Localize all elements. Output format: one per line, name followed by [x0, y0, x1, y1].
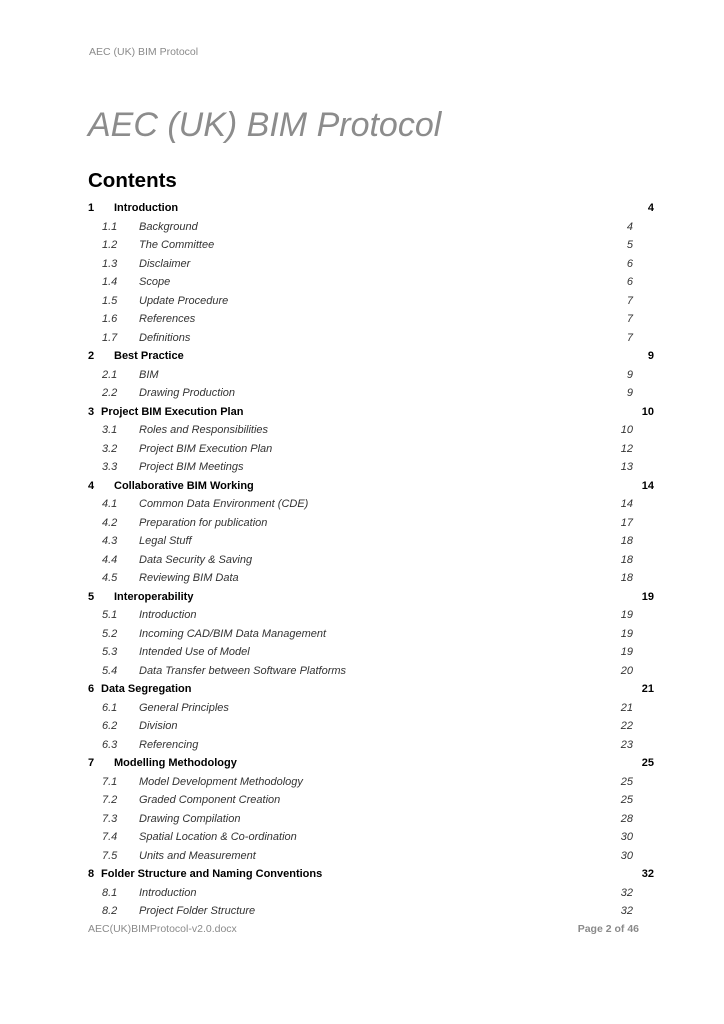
toc-title: Introduction [139, 609, 197, 621]
toc-page: 10 [641, 405, 654, 418]
toc-num: 5.2 [102, 627, 118, 640]
toc-title: Data Segregation [101, 683, 192, 695]
toc-num: 3.3 [102, 461, 118, 473]
toc-title: Units and Measurement [139, 849, 256, 862]
toc-section-entry[interactable] [0, 643, 724, 662]
toc-title: Project BIM Execution Plan [101, 405, 244, 418]
toc-page: 10 [620, 424, 633, 436]
toc-page: 17 [620, 516, 633, 529]
toc-num: 6.1 [102, 701, 118, 714]
toc-num: 8.2 [102, 905, 118, 917]
toc-num: 7.1 [102, 775, 118, 788]
toc-page: 18 [620, 572, 633, 584]
toc-num: 5.1 [102, 609, 118, 621]
toc-num: 6.3 [102, 738, 118, 751]
toc-section-entry[interactable] [0, 902, 724, 921]
toc-page: 32 [620, 886, 633, 899]
toc-num: 2.2 [102, 387, 118, 399]
toc-title: Project BIM Execution Plan [139, 442, 273, 455]
toc-title: Data Security & Saving [139, 553, 253, 566]
toc-num: 1.4 [102, 276, 118, 288]
toc-num: 7.4 [102, 831, 118, 843]
footer-page-number: Page 2 of 46 [577, 923, 639, 935]
toc-page: 7 [626, 313, 633, 325]
toc-title: The Committee [139, 239, 215, 251]
toc-num: 1.3 [102, 257, 118, 270]
toc-title: Incoming CAD/BIM Data Management [139, 627, 327, 640]
toc-title: Drawing Production [139, 387, 235, 399]
toc-title: Preparation for publication [139, 516, 268, 529]
toc-chapter-entry[interactable] [0, 403, 724, 422]
toc-title: Scope [139, 276, 171, 288]
toc-num: 7.5 [102, 849, 118, 862]
toc-num: 6.2 [102, 720, 118, 732]
toc-chapter-entry[interactable] [0, 347, 724, 366]
toc-page: 20 [620, 664, 633, 677]
toc-section-entry[interactable] [0, 329, 724, 348]
toc-title: Roles and Responsibilities [139, 424, 269, 436]
toc-page: 4 [626, 220, 633, 233]
toc-num: 1.5 [102, 294, 118, 307]
toc-title: Drawing Compilation [139, 812, 241, 825]
toc-num: 5 [88, 590, 95, 603]
toc-title: Disclaimer [139, 257, 191, 270]
toc-section-entry[interactable] [0, 310, 724, 329]
toc-num: 4.1 [102, 498, 118, 510]
toc-page: 18 [620, 535, 633, 547]
toc-page: 25 [620, 775, 633, 788]
toc-section-entry[interactable] [0, 495, 724, 514]
toc-page: 19 [620, 609, 633, 621]
toc-title: Introduction [139, 886, 197, 899]
toc-num: 4.2 [102, 516, 118, 529]
toc-section-entry[interactable] [0, 791, 724, 810]
document-title: AEC (UK) BIM Protocol [88, 106, 442, 144]
toc-section-entry[interactable] [0, 828, 724, 847]
toc-title: Folder Structure and Naming Conventions [101, 868, 323, 880]
toc-page: 18 [620, 553, 633, 566]
toc-num: 7 [88, 757, 95, 769]
toc-num: 4.5 [102, 572, 118, 584]
toc-title: Model Development Methodology [139, 775, 303, 788]
toc-section-entry[interactable] [0, 699, 724, 718]
toc-chapter-entry[interactable] [0, 588, 724, 607]
toc-page: 4 [647, 202, 654, 214]
toc-page: 21 [620, 701, 633, 714]
toc-num: 2 [88, 350, 95, 362]
toc-section-entry[interactable] [0, 810, 724, 829]
toc-num: 4.4 [102, 553, 118, 566]
toc-page: 14 [620, 498, 633, 510]
toc-title: Graded Component Creation [139, 794, 281, 806]
toc-page: 30 [620, 831, 633, 843]
toc-page: 32 [620, 905, 633, 917]
toc-title: References [139, 313, 196, 325]
toc-title: Reviewing BIM Data [139, 572, 239, 584]
toc-num: 2.1 [102, 368, 118, 381]
toc-page: 9 [626, 368, 633, 381]
toc-title: Update Procedure [139, 294, 229, 307]
toc-section-entry[interactable] [0, 884, 724, 903]
toc-title: Spatial Location & Co-ordination [139, 831, 297, 843]
toc-page: 25 [620, 794, 633, 806]
toc-section-entry[interactable] [0, 384, 724, 403]
toc-page: 14 [641, 479, 654, 492]
toc-title: Background [139, 220, 198, 233]
toc-title: Project BIM Meetings [139, 461, 244, 473]
toc-page: 25 [641, 757, 654, 769]
toc-page: 23 [620, 738, 633, 751]
toc-page: 28 [620, 812, 633, 825]
toc-page: 21 [641, 683, 654, 695]
toc-section-entry[interactable] [0, 625, 724, 644]
contents-heading: Contents [88, 169, 177, 192]
toc-section-entry[interactable] [0, 440, 724, 459]
running-header: AEC (UK) BIM Protocol [89, 46, 199, 58]
toc-num: 4 [88, 479, 95, 492]
toc-title: Interoperability [114, 590, 194, 603]
toc-title: Definitions [139, 331, 191, 344]
toc-section-entry[interactable] [0, 569, 724, 588]
toc-num: 6 [88, 683, 95, 695]
toc-title: Data Transfer between Software Platforms [139, 664, 347, 677]
toc-section-entry[interactable] [0, 606, 724, 625]
toc-title: Intended Use of Model [139, 646, 250, 658]
toc-page: 30 [620, 849, 633, 862]
toc-section-entry[interactable] [0, 551, 724, 570]
toc-num: 1.6 [102, 313, 118, 325]
toc-num: 5.4 [102, 664, 118, 677]
toc-section-entry[interactable] [0, 292, 724, 311]
toc-num: 4.3 [102, 535, 118, 547]
toc-title: Introduction [114, 202, 179, 214]
toc-num: 1 [88, 202, 95, 214]
toc-section-entry[interactable] [0, 773, 724, 792]
toc-chapter-entry[interactable] [0, 865, 724, 884]
toc-section-entry[interactable] [0, 736, 724, 755]
toc-section-entry[interactable] [0, 421, 724, 440]
toc-page: 19 [620, 646, 633, 658]
toc-page: 9 [626, 387, 633, 399]
toc-section-entry[interactable] [0, 236, 724, 255]
toc-num: 5.3 [102, 646, 118, 658]
toc-num: 1.7 [102, 331, 118, 344]
toc-page: 7 [626, 294, 633, 307]
toc-title: BIM [139, 368, 159, 381]
toc-num: 7.2 [102, 794, 118, 806]
toc-page: 7 [626, 331, 633, 344]
toc-section-entry[interactable] [0, 218, 724, 237]
toc-section-entry[interactable] [0, 514, 724, 533]
footer-filename: AEC(UK)BIMProtocol-v2.0.docx [88, 923, 237, 935]
toc-chapter-entry[interactable] [0, 477, 724, 496]
toc-page: 6 [626, 257, 633, 270]
toc-num: 3.2 [102, 442, 118, 455]
toc-chapter-entry[interactable] [0, 199, 724, 218]
toc-num: 1.2 [102, 239, 118, 251]
toc-num: 1.1 [102, 220, 118, 233]
toc-section-entry[interactable] [0, 458, 724, 477]
toc-section-entry[interactable] [0, 847, 724, 866]
toc-page: 19 [641, 590, 654, 603]
toc-section-entry[interactable] [0, 717, 724, 736]
toc-page: 9 [647, 350, 654, 362]
toc-section-entry[interactable] [0, 366, 724, 385]
toc-page: 19 [620, 627, 633, 640]
toc-title: General Principles [139, 701, 229, 714]
toc-page: 6 [626, 276, 633, 288]
toc-section-entry[interactable] [0, 662, 724, 681]
toc-chapter-entry[interactable] [0, 754, 724, 773]
toc-chapter-entry[interactable] [0, 680, 724, 699]
toc-page: 32 [641, 868, 654, 880]
toc-title: Referencing [139, 738, 199, 751]
toc-title: Legal Stuff [139, 535, 192, 547]
toc-title: Project Folder Structure [139, 905, 256, 917]
toc-page: 5 [626, 239, 633, 251]
toc-page: 22 [620, 720, 633, 732]
toc-num: 8.1 [102, 886, 118, 899]
table-of-contents [0, 199, 724, 921]
toc-section-entry[interactable] [0, 273, 724, 292]
toc-title: Common Data Environment (CDE) [139, 498, 309, 510]
toc-title: Best Practice [114, 350, 184, 362]
toc-section-entry[interactable] [0, 532, 724, 551]
toc-title: Collaborative BIM Working [114, 479, 254, 492]
toc-section-entry[interactable] [0, 255, 724, 274]
toc-title: Modelling Methodology [114, 757, 237, 769]
toc-num: 7.3 [102, 812, 118, 825]
toc-title: Division [139, 720, 178, 732]
toc-page: 12 [620, 442, 633, 455]
toc-num: 8 [88, 868, 95, 880]
toc-num: 3 [88, 405, 95, 418]
toc-page: 13 [620, 461, 633, 473]
toc-num: 3.1 [102, 424, 118, 436]
